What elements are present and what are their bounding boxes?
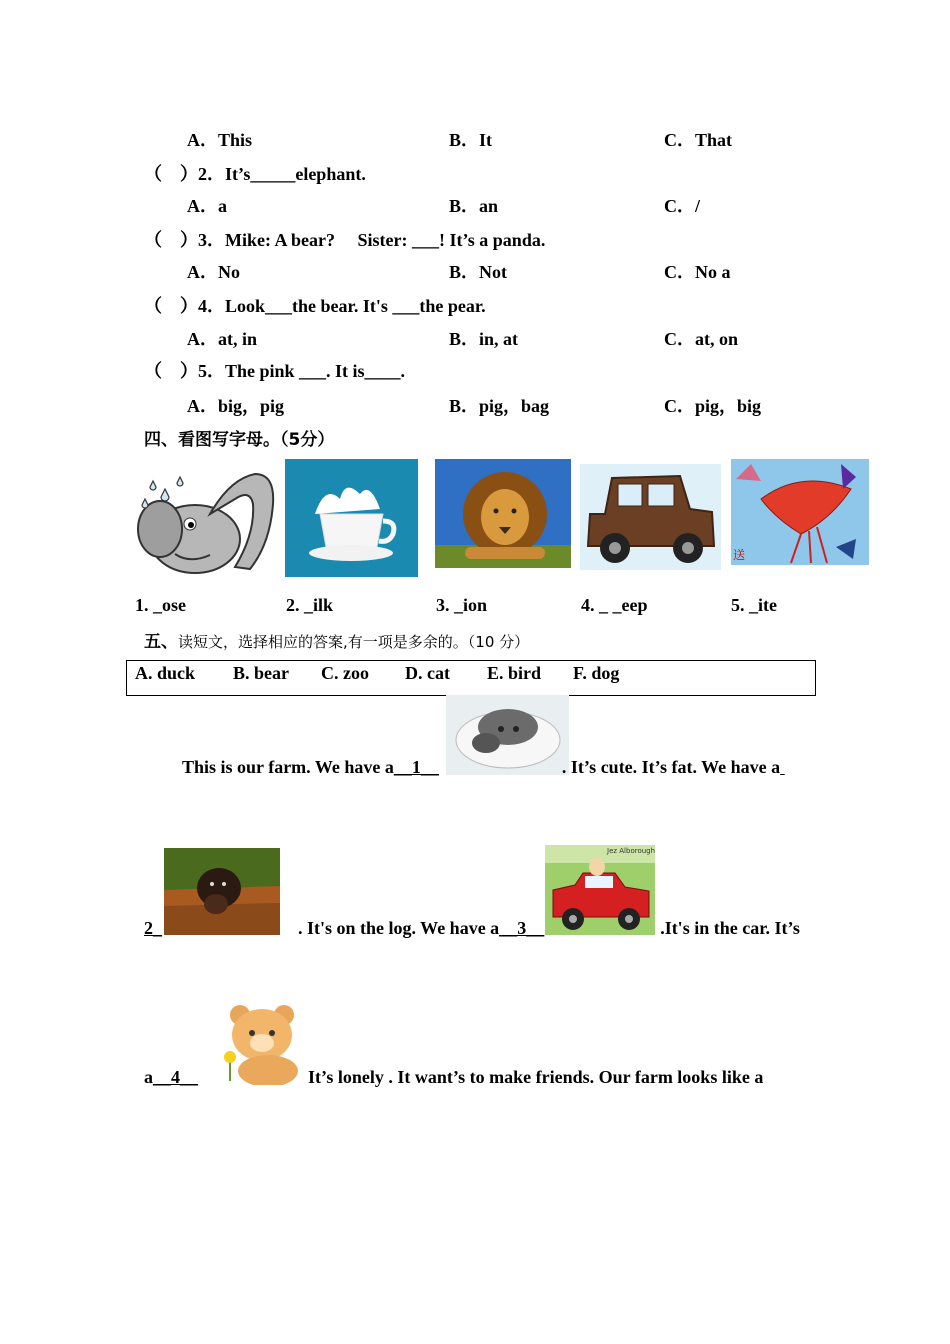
option-b: B. bear [233, 663, 289, 683]
passage-line-3 [144, 1067, 763, 1088]
passage-line-2 [144, 918, 800, 939]
q5-option-a: A．big，pig [187, 396, 285, 416]
option-e: E. bird [487, 663, 542, 683]
blank-4: __4__ [153, 1067, 198, 1087]
blank-1: __1__ [393, 757, 439, 777]
picture-item-3: 3. _ion [436, 595, 488, 615]
blank-3: __3__ [499, 918, 545, 938]
q3-stem: （ ）3．Mike: A bear? Sister: ___! It’s a panda. [144, 230, 546, 250]
q5-option-c: C．pig，big [664, 396, 762, 416]
q3-option-b: B．Not [449, 262, 507, 282]
option-d: D. cat [405, 663, 450, 683]
q2-option-a: A．a [187, 196, 227, 216]
q4-option-a: A．at, in [187, 329, 258, 349]
line2-mid: . It's on the log. We have a [298, 918, 500, 938]
q5-option-b: B．pig，bag [449, 396, 550, 416]
q5-stem: （ ）5．The pink ___. It is____. [144, 361, 406, 381]
line1-trailing-blank [780, 757, 785, 777]
q4-option-c: C．at, on [664, 329, 739, 349]
line2-post: .It's in the car. It’s [660, 918, 800, 938]
elephant-picture [135, 459, 275, 574]
q1-option-c: C．That [664, 130, 733, 150]
book-caption: Jez Alborough [607, 847, 655, 855]
q4-stem: （ ）4．Look___the bear. It's ___the pear. [144, 296, 486, 316]
lion-picture [435, 459, 571, 568]
q1-option-a: A．This [187, 130, 253, 150]
section5-instruction: 读短文，选择相应的答案,有一项是多余的。（10 分） [178, 633, 530, 651]
kite-picture [731, 459, 869, 565]
section4-heading: 四、看图写字母。（5分） [144, 430, 335, 450]
picture-item-4: 4. _ _eep [581, 595, 648, 615]
section5-heading [144, 627, 529, 652]
option-c: C. zoo [321, 663, 369, 683]
passage-line-1 [182, 757, 785, 778]
picture-item-1: 1. _ose [135, 595, 186, 615]
q4-option-b: B．in, at [449, 329, 519, 349]
line1-pre: This is our farm. We have a [182, 757, 394, 777]
q3-option-a: A．No [187, 262, 240, 282]
q2-stem: （ ）2．It’s_____elephant. [144, 164, 366, 184]
section5-number: 五、 [144, 632, 178, 652]
blank-2: 2_ [144, 918, 162, 938]
line3-pre: a [144, 1067, 153, 1087]
picture-item-2: 2. _ilk [286, 595, 334, 615]
jeep-picture [580, 464, 721, 570]
svg-text:送: 送 [733, 548, 746, 562]
q3-option-c: C．No a [664, 262, 731, 282]
q2-option-b: B．an [449, 196, 499, 216]
milk-picture [285, 459, 418, 577]
line3-post: It’s lonely . It want’s to make friends. Our farm looks like a [308, 1067, 764, 1087]
q2-option-c: C．/ [664, 196, 700, 216]
picture-item-5: 5. _ite [731, 595, 777, 615]
option-f: F. dog [573, 663, 620, 683]
options-box [126, 660, 816, 696]
option-a: A. duck [135, 663, 196, 683]
q1-option-b: B．It [449, 130, 493, 150]
line1-post: . It’s cute. It’s fat. We have a [561, 757, 781, 777]
